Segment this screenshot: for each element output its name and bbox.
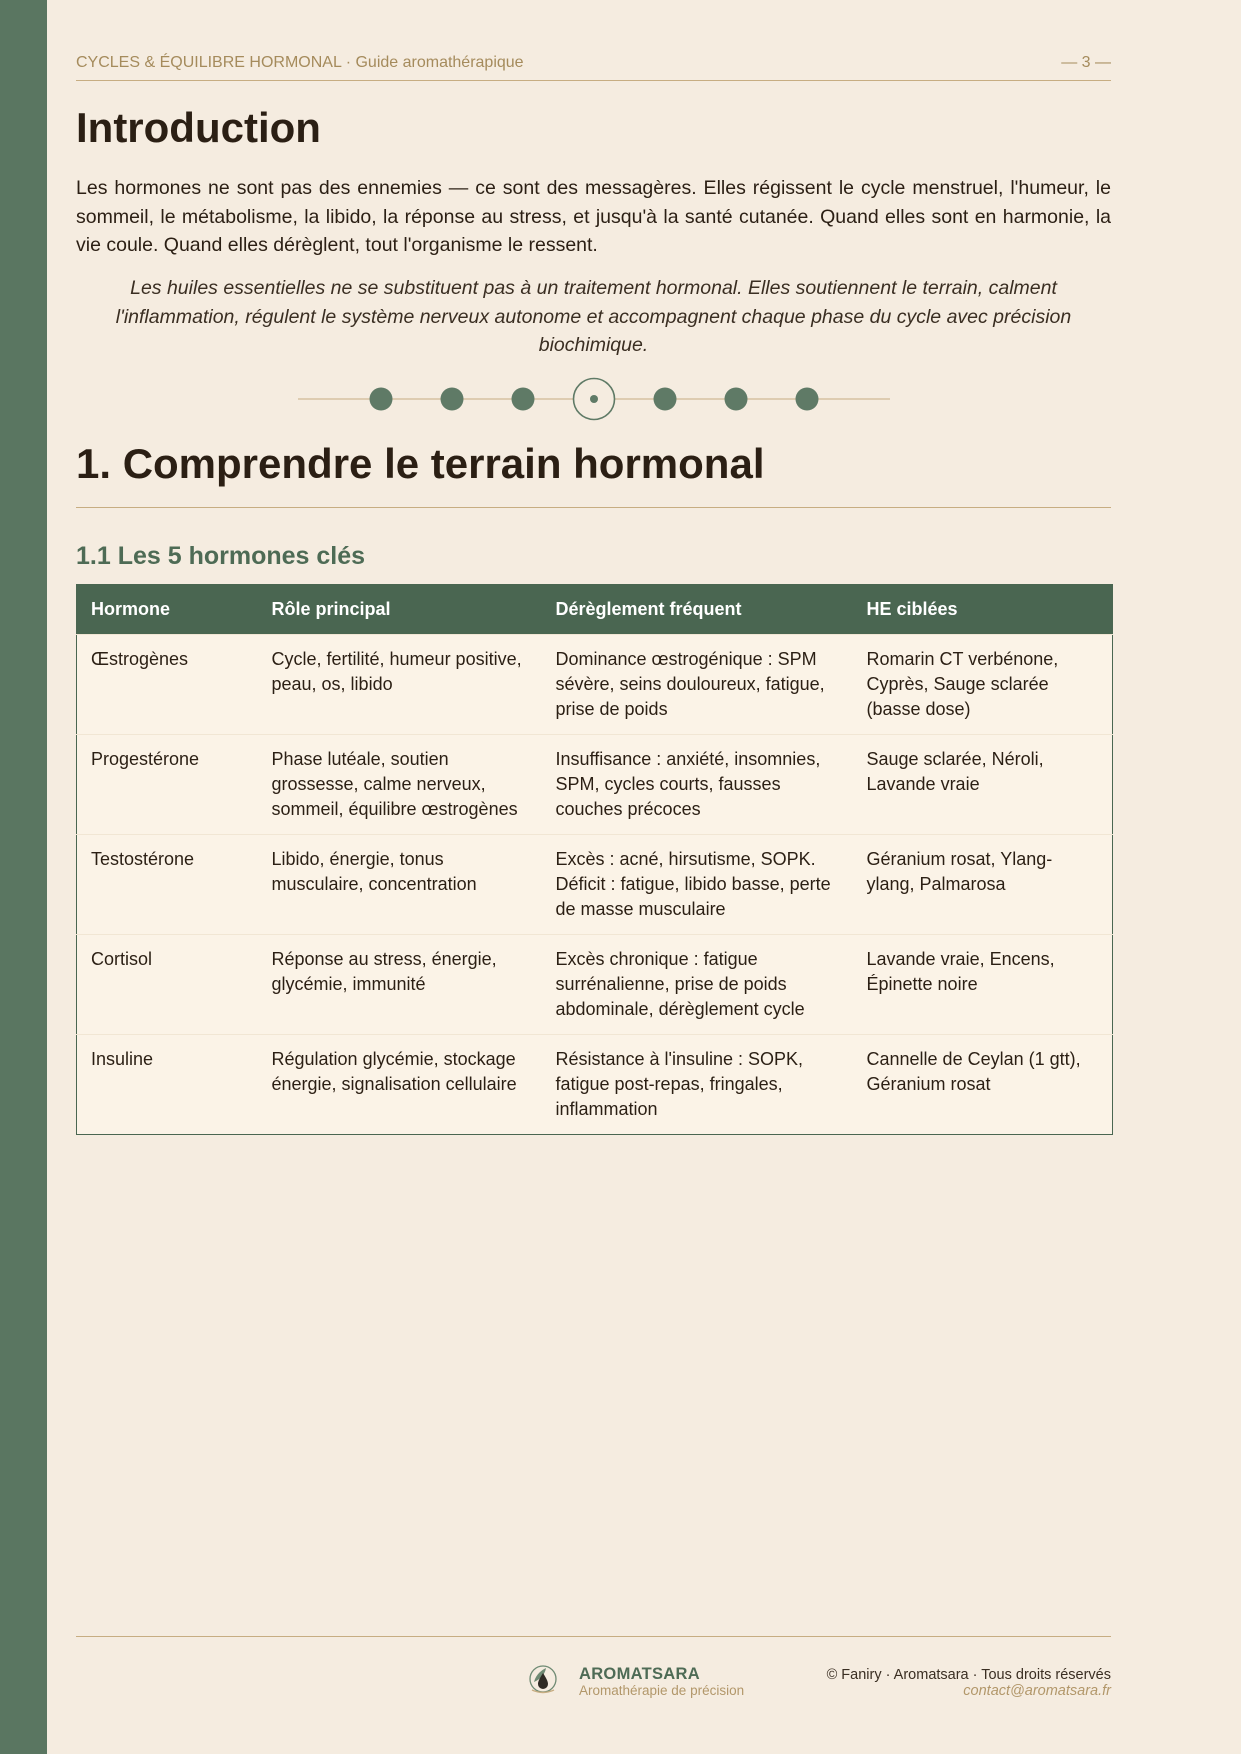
phase-dot-icon [370, 388, 393, 411]
table-cell: Phase lutéale, soutien grossesse, calme nerveux, sommeil, équilibre œstrogènes [258, 735, 542, 835]
table-cell: Excès : acné, hirsutisme, SOPK. Déficit : fatigue, libido basse, perte de masse musculaire [542, 835, 853, 935]
table-row [77, 935, 1113, 1035]
side-band [0, 0, 47, 1754]
table-cell: Sauge sclarée, Néroli, Lavande vraie [853, 735, 1113, 835]
intro-heading: Introduction [76, 104, 321, 151]
table-cell: Lavande vraie, Encens, Épinette noire [853, 935, 1113, 1035]
section-divider [76, 507, 1111, 508]
phase-dot-icon [441, 388, 464, 411]
table-cell: Œstrogènes [77, 635, 258, 735]
phase-dot-icon [654, 388, 677, 411]
contact-email: contact@aromatsara.fr [963, 1683, 1111, 1699]
column-header: Hormone [77, 585, 258, 635]
leaf-drop-logo-icon [528, 1664, 558, 1696]
table-cell: Insuffisance : anxiété, insomnies, SPM, cycles courts, fausses couches précoces [542, 735, 853, 835]
section-heading: 1. Comprendre le terrain hormonal [76, 440, 765, 487]
phase-dot-icon [725, 388, 748, 411]
table-header-row [77, 585, 1113, 635]
intro-paragraph: Les hormones ne sont pas des ennemies — ce sont des messagères. Elles régissent le cycle menstruel, l'humeur, le sommeil, le métabolisme, la libido, la réponse au stress, et jusqu'à la santé cutanée. Quand elles sont en harmonie, la vie coule. Quand elles dérèglent, tout l'organisme le ressent. [76, 177, 1111, 256]
subsection-heading: 1.1 Les 5 hormones clés [76, 542, 366, 570]
table-cell: Romarin CT verbénone, Cyprès, Sauge sclarée (basse dose) [853, 635, 1113, 735]
copyright-notice: © Faniry · Aromatsara · Tous droits réservés [826, 1667, 1111, 1683]
table-cell: Géranium rosat, Ylang-ylang, Palmarosa [853, 835, 1113, 935]
phase-current-dot-icon [590, 395, 598, 403]
table-cell: Progestérone [77, 735, 258, 835]
phase-dot-icon [512, 388, 535, 411]
table-row [77, 835, 1113, 935]
table-cell: Régulation glycémie, stockage énergie, signalisation cellulaire [258, 1035, 542, 1135]
table-cell: Résistance à l'insuline : SOPK, fatigue post-repas, fringales, inflammation [542, 1035, 853, 1135]
table-cell: Libido, énergie, tonus musculaire, concentration [258, 835, 542, 935]
brand-name: AROMATSARA [579, 1665, 700, 1683]
table-cell: Insuline [77, 1035, 258, 1135]
table-cell: Dominance œstrogénique : SPM sévère, seins douloureux, fatigue, prise de poids [542, 635, 853, 735]
table-row [77, 635, 1113, 735]
table-row [77, 1035, 1113, 1135]
footer-credits [827, 1667, 1111, 1699]
column-header: Dérèglement fréquent [542, 585, 853, 635]
brand-tagline: Aromathérapie de précision [579, 1683, 745, 1698]
hormones-table [76, 584, 1113, 1135]
running-header [76, 54, 1111, 81]
intro-quote: Les huiles essentielles ne se substituent pas à un traitement hormonal. Elles soutiennent le terrain, calment l'inflammation, régulent le système nerveux autonome et accompagnent chaque phase du cycle avec précision biochimique. [115, 277, 1072, 356]
footer-divider [76, 1636, 1111, 1637]
running-header-title: CYCLES & ÉQUILIBRE HORMONAL · Guide aromathérapique [76, 54, 524, 71]
table-cell: Excès chronique : fatigue surrénalienne, prise de poids abdominale, dérèglement cycle [542, 935, 853, 1035]
table-cell: Testostérone [77, 835, 258, 935]
cycle-phase-ornament-icon [298, 376, 890, 422]
phase-dot-icon [796, 388, 819, 411]
table-cell: Cycle, fertilité, humeur positive, peau, os, libido [258, 635, 542, 735]
column-header: Rôle principal [258, 585, 542, 635]
table-cell: Cannelle de Ceylan (1 gtt), Géranium rosat [853, 1035, 1113, 1135]
table-cell: Réponse au stress, énergie, glycémie, immunité [258, 935, 542, 1035]
column-header: HE ciblées [853, 585, 1113, 635]
table-cell: Cortisol [77, 935, 258, 1035]
page-number: — 3 — [1061, 54, 1111, 71]
table-row [77, 735, 1113, 835]
